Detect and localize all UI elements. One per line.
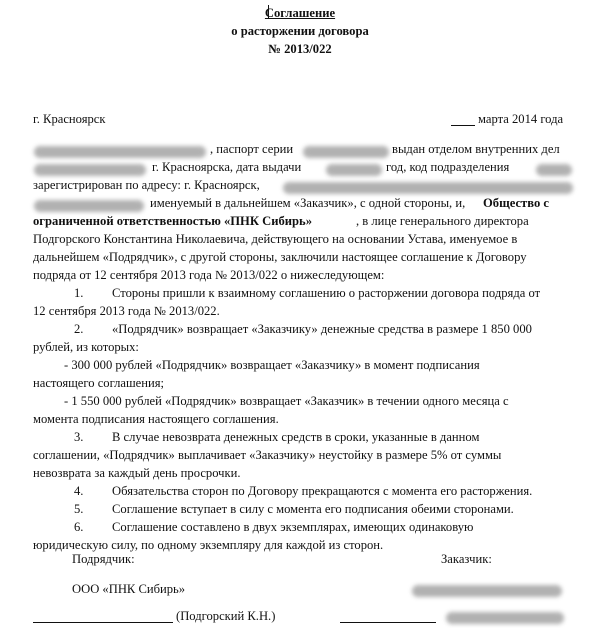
preamble-line-2b: год, код подразделения	[386, 160, 510, 174]
clause-5-number: 5.	[74, 502, 84, 516]
clause-2-number: 2.	[74, 322, 84, 336]
customer-signature-line	[340, 622, 436, 623]
document-subtitle: о расторжении договора	[231, 24, 369, 38]
clause-6-line-1: Соглашение составлено в двух экземплярах, имеющих одинаковую	[112, 520, 474, 534]
redacted-passport	[303, 146, 389, 158]
clause-2-line-2: рублей, из которых:	[33, 340, 139, 354]
redacted-name	[34, 146, 206, 158]
clause-2-line-3: - 300 000 рублей «Подрядчик» возвращает «Заказчику» в момент подписания	[64, 358, 480, 372]
clause-2-line-1: «Подрядчик» возвращает «Заказчику» денежные средства в размере 1 850 000	[112, 322, 532, 336]
contractor-label: Подрядчик:	[72, 552, 135, 566]
preamble-line-4b: Общество с	[483, 196, 549, 210]
contractor-org: ООО «ПНК Сибирь»	[72, 582, 186, 596]
clause-6-number: 6.	[74, 520, 84, 534]
clause-2-line-5: - 1 550 000 рублей «Подрядчик» возвращает «Заказчик» в течении одного месяца с	[64, 394, 509, 408]
preamble-line-5b: , в лице генерального директора	[356, 214, 529, 228]
clause-2-line-4: настоящего соглашения;	[33, 376, 165, 390]
city: г. Красноярск	[33, 112, 106, 126]
redacted-customer-signature	[446, 612, 564, 624]
clause-5-line-1: Соглашение вступает в силу с момента его подписания обеими сторонами.	[112, 502, 514, 516]
clause-3-line-3: невозврата за каждый день просрочки.	[33, 466, 241, 480]
clause-1-line-1: Стороны пришли к взаимному соглашению о расторжении договора подряда от	[112, 286, 541, 300]
preamble-line-8: подряда от 12 сентября 2013 года № 2013/022 о нижеследующем:	[33, 268, 385, 282]
preamble-line-2a: г. Красноярска, дата выдачи	[152, 160, 302, 174]
preamble-line-3a: зарегистрирован по адресу: г. Красноярск,	[33, 178, 260, 192]
preamble-line-4a: именуемый в дальнейшем «Заказчик», с одной стороны, и,	[150, 196, 466, 210]
redacted-customer-name	[412, 585, 562, 597]
preamble-line-6: Подгорского Константина Николаевича, действующего на основании Устава, именуемое в	[33, 232, 518, 246]
preamble-line-7: дальнейшем «Подрядчик», с другой стороны, заключили настоящее соглашение к Договору	[33, 250, 527, 264]
document-title: Соглашение	[264, 6, 336, 20]
clause-2-line-6: момента подписания настоящего соглашения.	[33, 412, 279, 426]
clause-3-line-2: соглашении, «Подрядчик» выплачивает «Заказчику» неустойку в размере 5% от суммы	[33, 448, 502, 462]
clause-1-number: 1.	[74, 286, 84, 300]
clause-3-number: 3.	[74, 430, 84, 444]
clause-3-line-1: В случае невозврата денежных средств в сроки, указанные в данном	[112, 430, 480, 444]
redacted-field	[34, 164, 146, 176]
preamble-line-1b: выдан отделом внутренних дел	[392, 142, 560, 156]
clause-4-number: 4.	[74, 484, 84, 498]
redacted-issue-date	[326, 164, 382, 176]
redacted-address	[283, 182, 573, 194]
preamble-line-1a: , паспорт серии	[210, 142, 294, 156]
contractor-signature-line	[33, 622, 173, 623]
preamble-line-5a: ограниченной ответственностью «ПНК Сибирь»	[33, 214, 312, 228]
contractor-signature-name: (Подгорский К.Н.)	[176, 609, 276, 623]
redacted-code	[536, 164, 572, 176]
customer-label: Заказчик:	[441, 552, 492, 566]
clause-1-line-2: 12 сентября 2013 года № 2013/022.	[33, 304, 220, 318]
clause-4-line-1: Обязательства сторон по Договору прекращаются с момента его расторжения.	[112, 484, 533, 498]
redacted-address-cont	[34, 200, 144, 212]
date: марта 2014 года	[478, 112, 564, 126]
document-number: № 2013/022	[268, 42, 332, 56]
clause-6-line-2: юридическую силу, по одному экземпляру для каждой из сторон.	[33, 538, 384, 552]
date-day-blank	[451, 125, 475, 126]
